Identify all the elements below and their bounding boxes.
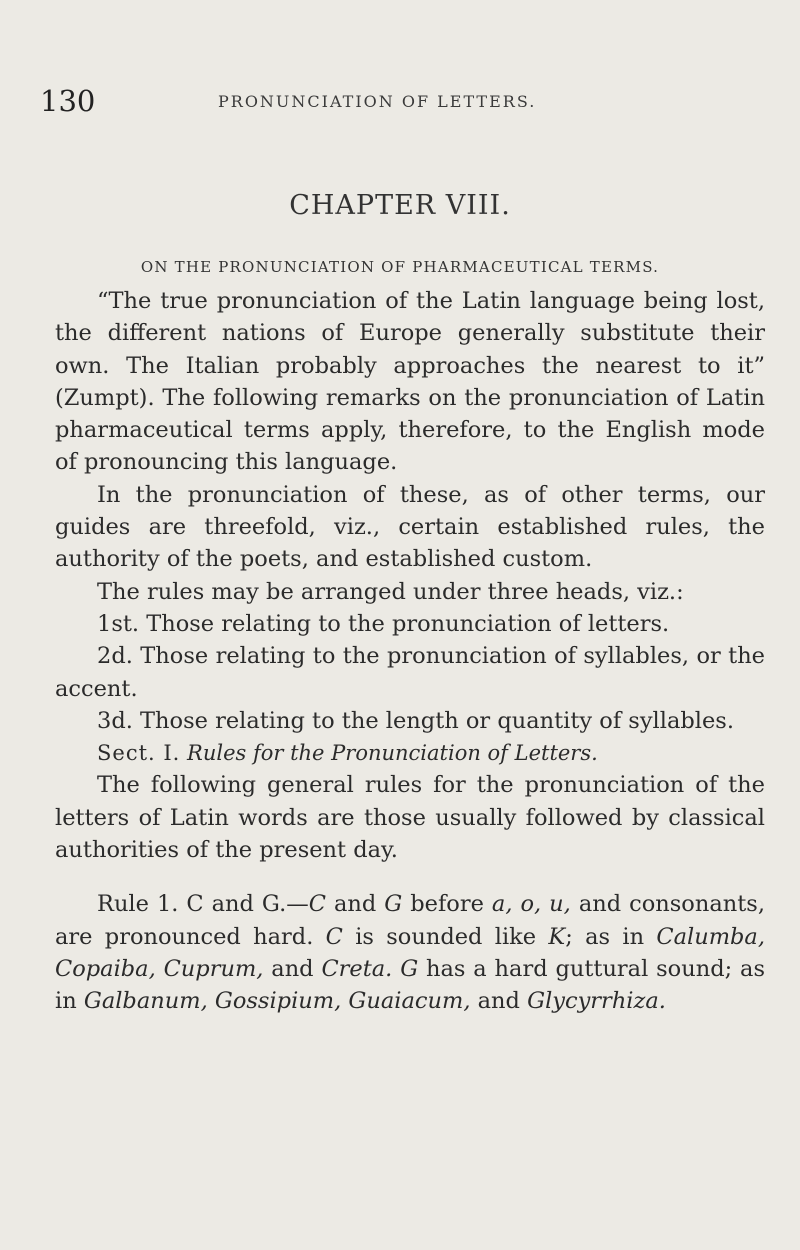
chapter-title: CHAPTER VIII.: [289, 190, 511, 221]
rule-text: and: [263, 955, 322, 982]
section-heading: [55, 737, 765, 769]
rule-label: Rule 1.: [97, 891, 179, 918]
example-words: Galbanum, Gossipium, Guaiacum,: [83, 988, 471, 1015]
section-title: Rules for the Pronunciation of Letters.: [187, 741, 598, 766]
running-head: PRONUNCIATION OF LETTERS.: [218, 92, 537, 111]
example-words: Glycyrrhiza.: [527, 988, 666, 1015]
paragraph-general: The following general rules for the pronunciation of the letters of Latin words are those usually followed by classical authorities of the present day.: [55, 772, 765, 864]
list-item-third: 3d. Those relating to the length or quantity of syllables.: [97, 707, 734, 734]
example-words: Calumba, Copaiba, Cuprum,: [55, 923, 765, 982]
paragraph-rule-1: [55, 888, 765, 1017]
paragraph-heads: The rules may be arranged under three heads, viz.:: [97, 578, 684, 605]
letter-c: C: [325, 923, 343, 950]
letter-k: K: [548, 923, 566, 950]
rule-text: has a hard guttural sound; as in: [55, 955, 765, 1015]
rule-text: is sounded like: [342, 923, 549, 950]
chapter-subtitle: ON THE PRONUNCIATION OF PHARMACEUTICAL TERMS.: [140, 258, 660, 276]
letter-g: G: [384, 891, 403, 918]
paragraph-guides: In the pronunciation of these, as of other terms, our guides are threefold, viz., certain established rules, the authority of the poets, and established custom.: [55, 481, 765, 573]
letter-c: C: [308, 891, 326, 918]
list-item-second: 2d. Those relating to the pronunciation of syllables, or the accent.: [55, 643, 765, 702]
rule-text: and: [325, 891, 385, 918]
rule-text: and consonants, are pronounced hard.: [55, 891, 765, 950]
rule-text: and: [470, 988, 528, 1015]
vowels: a, o, u,: [491, 891, 571, 918]
body-text: [55, 285, 765, 1018]
rule-text: C and G.—: [178, 891, 309, 918]
list-item-first: 1st. Those relating to the pronunciation of letters.: [97, 610, 670, 637]
page-number: 130: [40, 84, 96, 118]
rule-text: before: [402, 891, 492, 918]
paragraph-intro: “The true pronunciation of the Latin language being lost, the different nations of Europe generally substitute their own. The Italian probably approaches the nearest to it” (Zumpt). The following remarks on the pronunciation of Latin pharmaceutical terms apply, therefore, to the English mode of pronouncing this language.: [55, 288, 765, 476]
section-label: Sect. I.: [97, 741, 181, 766]
letter-g: G: [400, 955, 419, 982]
example-words: Creta.: [321, 955, 393, 982]
rule-text: ; as in: [565, 923, 657, 950]
